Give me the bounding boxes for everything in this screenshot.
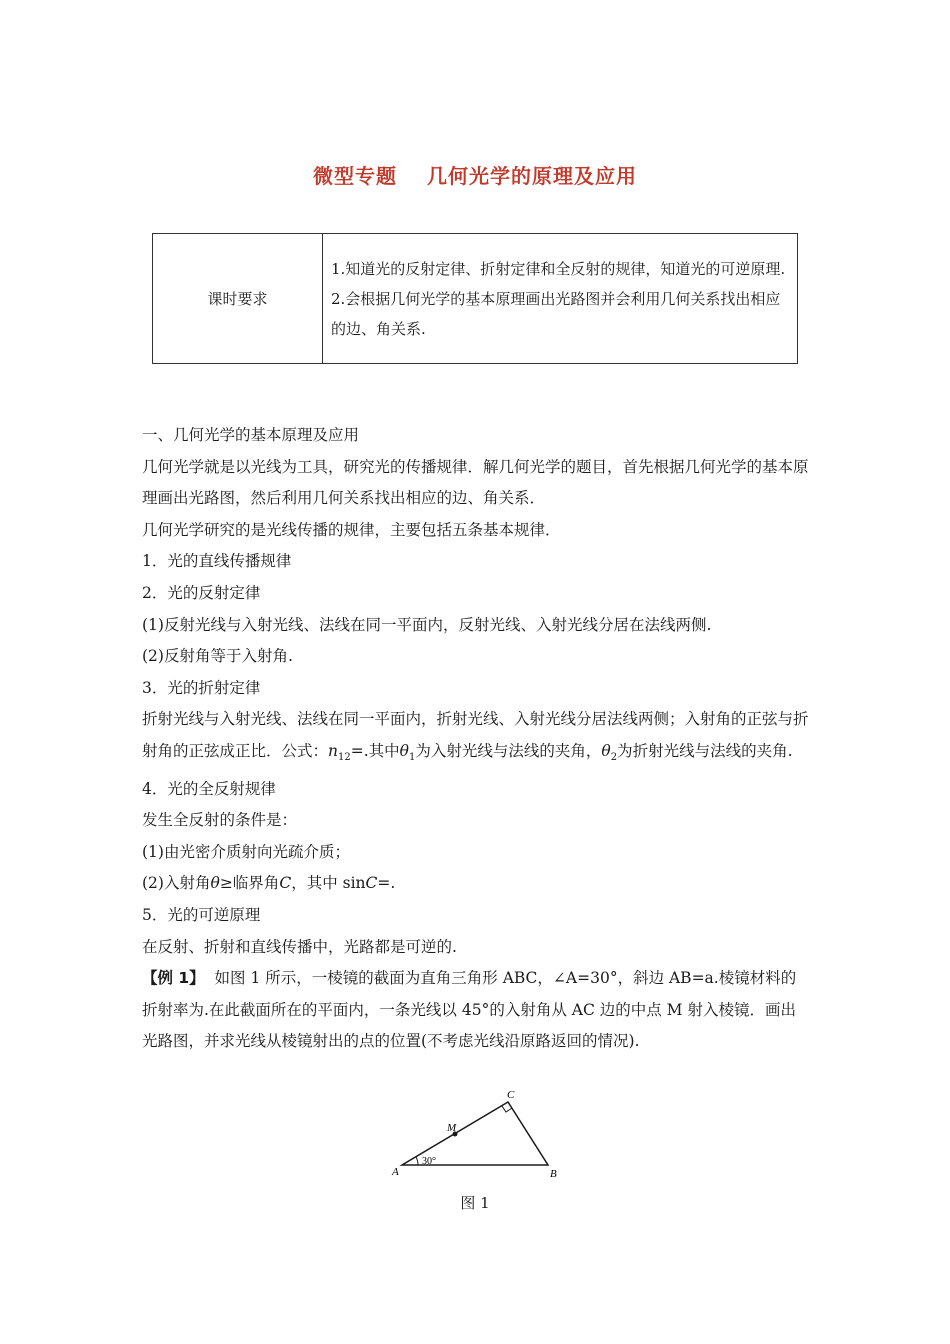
paragraph: 几何光学研究的是光线传播的规律，主要包括五条基本规律． <box>142 520 561 539</box>
law-item: (1)由光密介质射向光疏介质； <box>142 842 350 861</box>
angle-arc <box>416 1157 418 1165</box>
theta2-subscript: 2 <box>610 752 618 764</box>
law-item: (2)反射角等于入射角. <box>142 647 293 666</box>
theta1: θ <box>399 741 409 760</box>
requirement-item: 1.知道光的反射定律、折射定律和全反射的规律，知道光的可逆原理. <box>331 259 786 278</box>
example <box>142 963 810 1058</box>
text-run: ≥临界角 <box>219 874 280 893</box>
paragraph: 在反射、折射和直线传播中，光路都是可逆的. <box>142 937 457 956</box>
title-part1: 微型专题 <box>313 164 397 188</box>
theta1-subscript: 1 <box>409 752 416 764</box>
text-run: 折射光线与入射光线、法线在同一平面内，折射光线、入射光线分居法线两侧；入射角的正弦与折射角的正弦成正比．公式： <box>142 710 809 760</box>
label-c: C <box>507 1089 515 1101</box>
law-item <box>142 868 810 900</box>
law-title: 5．光的可逆原理 <box>142 906 261 924</box>
paragraph: 发生全反射的条件是： <box>142 811 298 830</box>
figure-caption: 图 1 <box>460 1194 490 1212</box>
text-run: 为入射光线与法线的夹角， <box>415 741 602 760</box>
paragraph: 几何光学就是以光线为工具，研究光的传播规律．解几何光学的题目，首先根据几何光学的基本原理画出光路图，然后利用几何关系找出相应的边、角关系． <box>142 457 809 508</box>
label-b: B <box>550 1168 557 1180</box>
prism-figure <box>380 1088 580 1188</box>
theta: θ <box>210 874 220 893</box>
label-a: A <box>392 1166 399 1178</box>
example-text: 如图 1 所示，一棱镜的截面为直角三角形 ABC，∠A=30°，斜边 AB=a.棱镜材料的折射率为.在此截面所在的平面内，一条光线以 45°的入射角从 AC 边的中点 M 射入棱镜．画出光路图，并求光线从棱镜射出的点的位置(不考虑光线沿原路返回的情况). <box>142 969 797 1051</box>
main-content <box>142 420 810 1058</box>
requirements-content <box>323 234 798 364</box>
example-tag: 【例 1】 <box>142 969 205 988</box>
requirements-table <box>152 233 798 364</box>
formula-subscript: 12 <box>338 752 351 764</box>
law-title: 2．光的反射定律 <box>142 583 261 602</box>
critical-angle: C <box>279 874 292 893</box>
angle-label: 30° <box>422 1156 436 1167</box>
page-title <box>0 160 950 189</box>
requirement-item: 2.会根据几何光学的基本原理画出光路图并会利用几何关系找出相应的边、角关系. <box>331 289 781 338</box>
text-run: =. <box>377 874 396 893</box>
law-title: 1．光的直线传播规律 <box>142 552 292 571</box>
text-run: (2)入射角 <box>142 874 211 893</box>
text-run: ，其中 sin <box>291 874 366 893</box>
text-run: =.其中 <box>350 741 400 760</box>
critical-angle: C <box>365 874 378 893</box>
label-m: M <box>447 1122 457 1134</box>
law-title: 3．光的折射定律 <box>142 678 261 697</box>
theta2: θ <box>601 741 611 760</box>
text-run: 为折射光线与法线的夹角. <box>617 741 793 760</box>
law-item: (1)反射光线与入射光线、法线在同一平面内，反射光线、入射光线分居在法线两侧. <box>142 615 712 634</box>
paragraph <box>142 704 810 773</box>
section-heading: 一、几何光学的基本原理及应用 <box>142 426 360 444</box>
title-part2: 几何光学的原理及应用 <box>427 164 637 188</box>
requirements-label: 课时要求 <box>153 234 323 364</box>
law-title: 4．光的全反射规律 <box>142 779 276 798</box>
formula-n: n <box>328 741 338 760</box>
